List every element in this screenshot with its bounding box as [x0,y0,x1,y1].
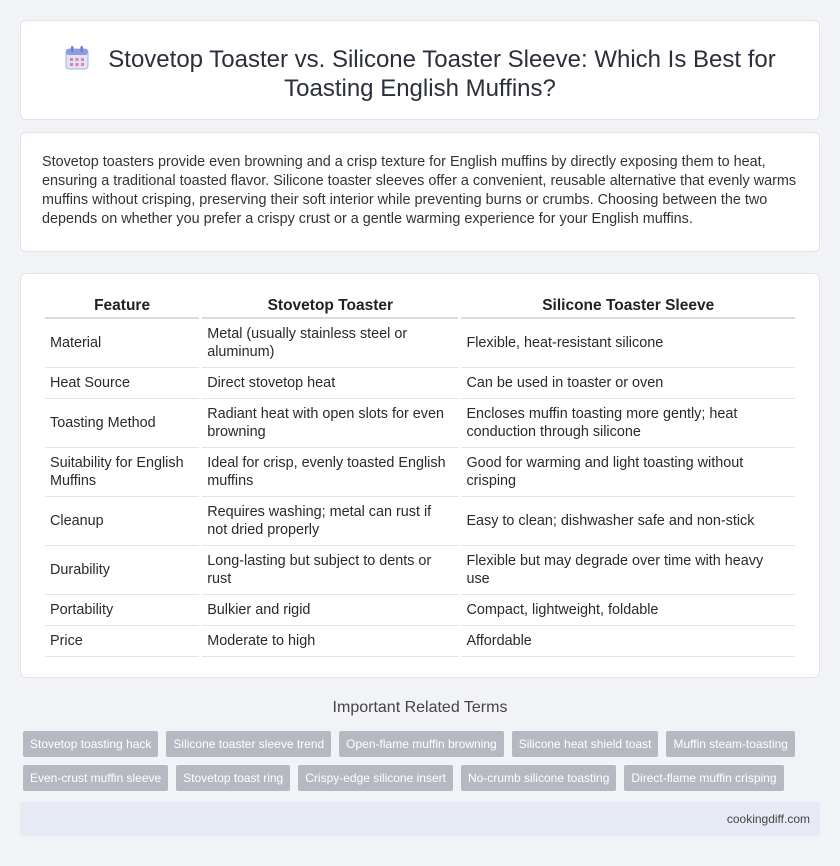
footer [20,802,820,836]
related-term-tag[interactable]: Muffin steam-toasting [666,731,795,757]
header-silicone: Silicone Toaster Sleeve [461,296,795,319]
related-term-tag[interactable]: Even-crust muffin sleeve [23,765,168,791]
related-term-tag[interactable]: Direct-flame muffin crisping [624,765,783,791]
header-feature: Feature [45,296,199,319]
table-row [45,368,795,399]
row-silicone: Flexible but may degrade over time with heavy use [461,546,795,595]
row-stovetop: Ideal for crisp, evenly toasted English muffins [202,448,458,497]
table-row [45,595,795,626]
related-term-tag[interactable]: Open-flame muffin browning [339,731,504,757]
related-term-tag[interactable]: Silicone heat shield toast [512,731,659,757]
header-card [20,20,820,120]
row-stovetop: Radiant heat with open slots for even browning [202,399,458,448]
row-feature: Price [45,626,199,657]
related-term-tag[interactable]: No-crumb silicone toasting [461,765,616,791]
table-row [45,546,795,595]
table-row [45,497,795,546]
row-feature: Material [45,319,199,368]
intro-paragraph: Stovetop toasters provide even browning and a crisp texture for English muffins by directly exposing them to heat, ensuring a traditional toasted flavor. Silicone toaster sleeves offer a convenient, reusable alternative that evenly warms muffins without crisping, preserving their soft interior while preventing burns or crumbs. Choosing between the two depends on whether you prefer a crispy crust or a gentle warming experience for your English muffins. [42,154,797,227]
row-stovetop: Metal (usually stainless steel or aluminum) [202,319,458,368]
related-term-tag[interactable]: Stovetop toasting hack [23,731,158,757]
related-terms-tags [23,731,823,799]
tag-row [23,731,823,757]
tag-row [23,765,823,791]
page-title-container [61,45,779,103]
intro-card [20,132,820,252]
row-silicone: Good for warming and light toasting without crisping [461,448,795,497]
row-stovetop: Moderate to high [202,626,458,657]
row-stovetop: Requires washing; metal can rust if not dried properly [202,497,458,546]
table-header-row [45,296,795,319]
related-term-tag[interactable]: Crispy-edge silicone insert [298,765,453,791]
row-stovetop: Long-lasting but subject to dents or rust [202,546,458,595]
table-row [45,448,795,497]
comparison-card [20,273,820,678]
row-silicone: Easy to clean; dishwasher safe and non-stick [461,497,795,546]
row-silicone: Flexible, heat-resistant silicone [461,319,795,368]
row-silicone: Can be used in toaster or oven [461,368,795,399]
table-row [45,626,795,657]
table-row [45,399,795,448]
related-term-tag[interactable]: Stovetop toast ring [176,765,290,791]
row-stovetop: Direct stovetop heat [202,368,458,399]
table-row [45,319,795,368]
row-feature: Toasting Method [45,399,199,448]
row-feature: Portability [45,595,199,626]
header-stovetop: Stovetop Toaster [202,296,458,319]
related-terms-title: Important Related Terms [332,699,508,716]
comparison-table [42,296,798,657]
row-feature: Suitability for English Muffins [45,448,199,497]
calendar-icon [64,45,90,71]
page-title: Stovetop Toaster vs. Silicone Toaster Sleeve: Which Is Best for Toasting English Muffins? [108,46,776,102]
row-feature: Cleanup [45,497,199,546]
row-stovetop: Bulkier and rigid [202,595,458,626]
related-term-tag[interactable]: Silicone toaster sleeve trend [166,731,331,757]
row-silicone: Compact, lightweight, foldable [461,595,795,626]
footer-site-link[interactable]: cookingdiff.com [726,812,810,826]
row-feature: Heat Source [45,368,199,399]
row-feature: Durability [45,546,199,595]
row-silicone: Encloses muffin toasting more gently; heat conduction through silicone [461,399,795,448]
row-silicone: Affordable [461,626,795,657]
